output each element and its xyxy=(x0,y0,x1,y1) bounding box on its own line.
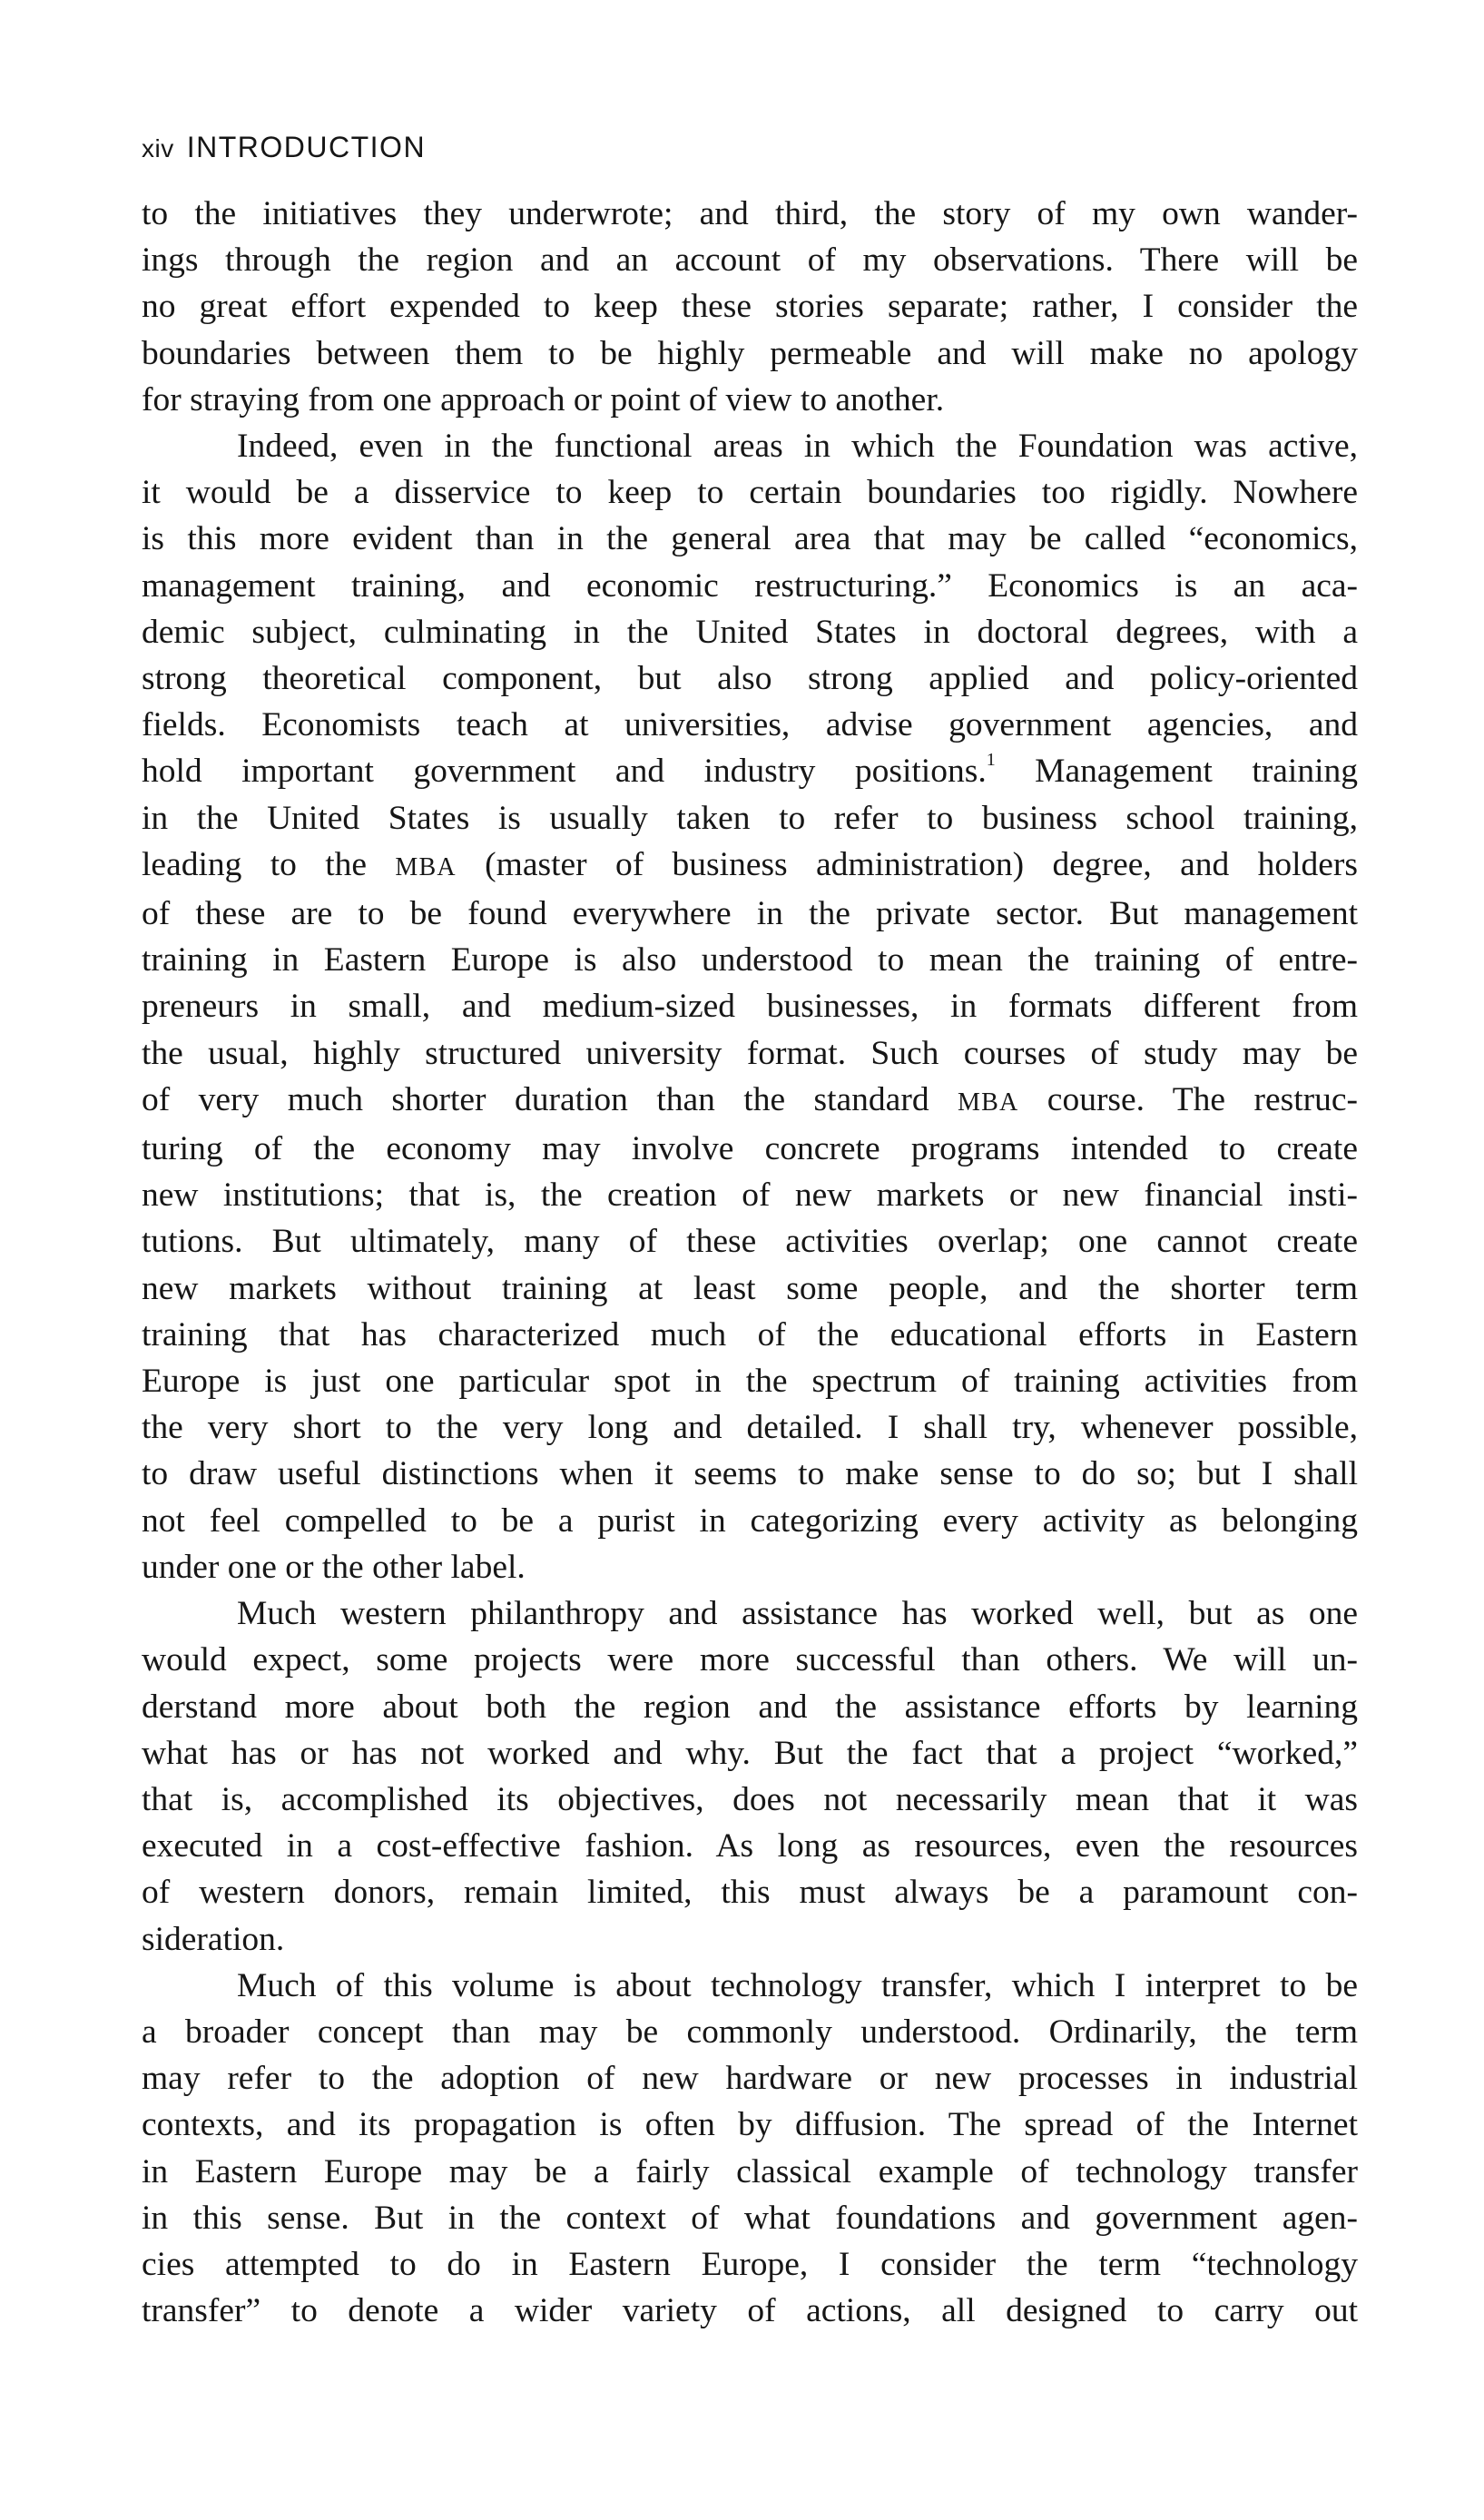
text-line: sideration. xyxy=(142,1920,285,1958)
text-line: may refer to the adoption of new hardware or new processes in industrial xyxy=(142,2060,1358,2098)
text-line: transfer” to denote a wider variety of actions, all designed to carry out xyxy=(142,2292,1358,2330)
text-line: no great effort expended to keep these stories separate; rather, I consider the xyxy=(142,288,1358,326)
text-line: a broader concept than may be commonly understood. Ordinarily, the term xyxy=(142,2013,1358,2051)
text-line: it would be a disservice to keep to certain boundaries too rigidly. Nowhere xyxy=(142,474,1358,512)
text-line: turing of the economy may involve concrete programs intended to create xyxy=(142,1130,1358,1168)
paragraph-3 xyxy=(142,1590,1358,1963)
chapter-title: INTRODUCTION xyxy=(186,131,427,163)
running-head xyxy=(142,129,1358,167)
text-line: of these are to be found everywhere in the private sector. But management xyxy=(142,895,1358,933)
text-line: in Eastern Europe may be a fairly classical example of technology transfer xyxy=(142,2152,1358,2190)
text-line: the usual, highly structured university format. Such courses of study may be xyxy=(142,1034,1358,1072)
paragraph-4 xyxy=(142,1963,1358,2335)
text-line: what has or has not worked and why. But the fact that a project “worked,” xyxy=(142,1734,1358,1772)
text-line: training that has characterized much of the educational efforts in Eastern xyxy=(142,1315,1358,1354)
text-line xyxy=(142,842,1358,891)
text-line: new markets without training at least some people, and the shorter term xyxy=(142,1269,1358,1307)
text-line: contexts, and its propagation is often by diffusion. The spread of the Internet xyxy=(142,2106,1358,2144)
line-text: of very much shorter duration than the standard xyxy=(142,1080,958,1118)
text-line: in the United States is usually taken to refer to business school training, xyxy=(142,799,1358,837)
line-text: hold important government and industry positions. xyxy=(142,753,987,791)
text-line: ings through the region and an account of my observations. There will be xyxy=(142,241,1358,280)
text-line: new institutions; that is, the creation of new markets or new financial insti- xyxy=(142,1176,1358,1215)
text-line: to the initiatives they underwrote; and third, the story of my own wander- xyxy=(142,195,1358,232)
mba-abbreviation: MBA xyxy=(395,852,457,881)
book-page xyxy=(142,129,1358,2334)
line-text: course. The restruc- xyxy=(1018,1080,1359,1118)
text-line: demic subject, culminating in the United States in doctoral degrees, with a xyxy=(142,613,1358,651)
line-text: leading to the xyxy=(142,845,396,883)
text-line: preneurs in small, and medium-sized businesses, in formats different from xyxy=(142,988,1358,1026)
text-line: would expect, some projects were more successful than others. We will un- xyxy=(142,1641,1358,1679)
text-line: not feel compelled to be a purist in categorizing every activity as belonging xyxy=(142,1501,1358,1540)
line-text: Management training xyxy=(995,753,1358,791)
text-line: for straying from one approach or point of view to another. xyxy=(142,380,945,418)
text-line: under one or the other label. xyxy=(142,1548,526,1586)
mba-abbreviation: MBA xyxy=(957,1088,1019,1117)
paragraph-2 xyxy=(142,423,1358,1590)
text-line: in this sense. But in the context of what foundations and government agen- xyxy=(142,2199,1358,2237)
text-line: is this more evident than in the general area that may be called “economics, xyxy=(142,520,1358,558)
footnote-marker: 1 xyxy=(986,750,996,771)
text-line: strong theoretical component, but also strong applied and policy-oriented xyxy=(142,660,1358,698)
text-line: of western donors, remain limited, this must always be a paramount con- xyxy=(142,1874,1358,1912)
text-line: cies attempted to do in Eastern Europe, I consider the term “technology xyxy=(142,2245,1358,2283)
text-line: tutions. But ultimately, many of these activities overlap; one cannot create xyxy=(142,1223,1358,1261)
text-line xyxy=(142,1077,1358,1126)
text-line: Indeed, even in the functional areas in which the Foundation was active, xyxy=(237,428,1358,466)
text-line: executed in a cost-effective fashion. As long as resources, even the resources xyxy=(142,1827,1358,1865)
text-line: derstand more about both the region and the assistance efforts by learning xyxy=(142,1688,1358,1726)
text-line: management training, and economic restructuring.” Economics is an aca- xyxy=(142,566,1358,605)
text-line: training in Eastern Europe is also understood to mean the training of entre- xyxy=(142,941,1358,979)
line-text: (master of business administration) degree, and holders xyxy=(456,845,1359,883)
text-line: fields. Economists teach at universities, advise government agencies, and xyxy=(142,706,1358,744)
page-number: xiv xyxy=(142,134,174,162)
text-line xyxy=(142,748,1358,794)
text-line: Much western philanthropy and assistance has worked well, but as one xyxy=(237,1595,1358,1633)
paragraph-1 xyxy=(142,191,1358,423)
text-line: the very short to the very long and detailed. I shall try, whenever possible, xyxy=(142,1409,1358,1447)
text-line: Europe is just one particular spot in the spectrum of training activities from xyxy=(142,1363,1358,1401)
text-line: that is, accomplished its objectives, does not necessarily mean that it was xyxy=(142,1780,1358,1818)
text-line: Much of this volume is about technology transfer, which I interpret to be xyxy=(237,1966,1358,2004)
text-line: to draw useful distinctions when it seems to make sense to do so; but I shall xyxy=(142,1455,1358,1493)
text-line: boundaries between them to be highly permeable and will make no apology xyxy=(142,334,1358,372)
